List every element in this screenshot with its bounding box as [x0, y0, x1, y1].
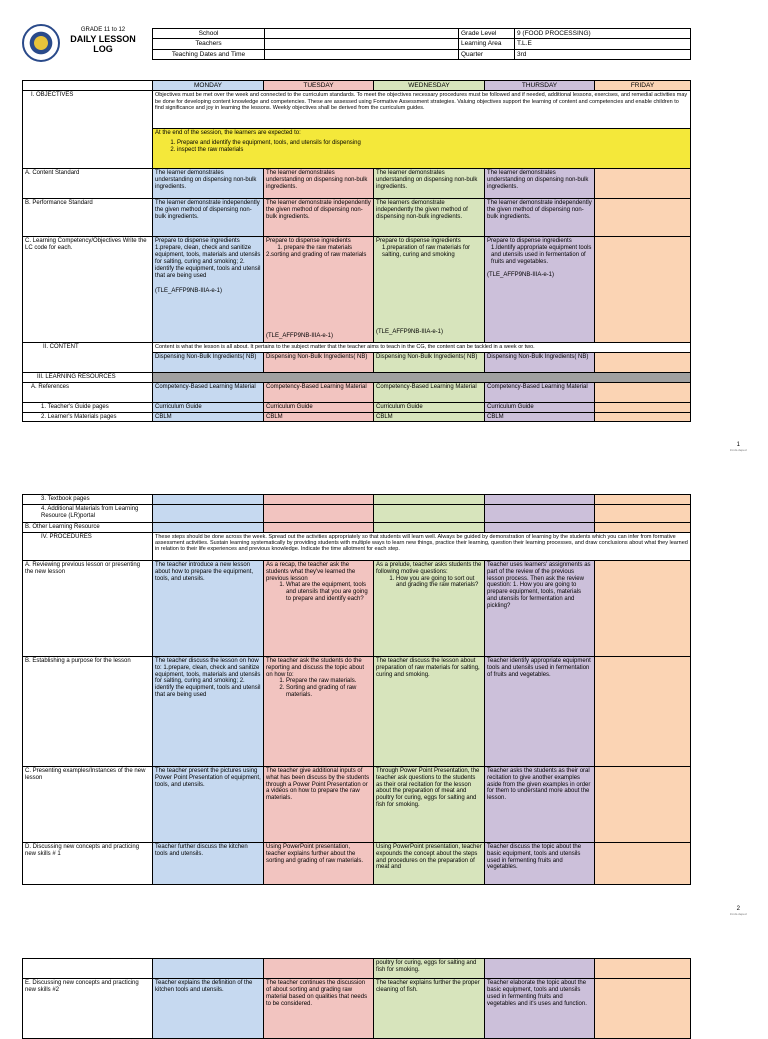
comp-code: (TLE_AFFP9NB-IIIA-e-1)	[376, 328, 444, 335]
ps-thursday: The learner demonstrate independently the given method of dispensing non-bulk ingredients.	[485, 199, 595, 237]
proc-b-friday	[595, 656, 691, 766]
objectives-end	[153, 129, 691, 169]
proc-b-thursday: Teacher identify appropriate equipment tools and utensils used in fermentation of fruits and vegetables.	[485, 656, 595, 766]
or-friday	[595, 522, 691, 532]
proc-lead: As a recap, the teacher ask the students what they've learned the previous lesson	[266, 561, 356, 582]
grade-level-value: 9 (FOOD PROCESSING)	[515, 29, 691, 39]
learning-area-label: Learning Area	[459, 39, 515, 49]
am-tuesday	[264, 504, 374, 522]
tb-wednesday	[374, 495, 485, 505]
lesson-table-page3	[22, 958, 691, 1039]
ref-tuesday: Competency-Based Learning Material	[264, 382, 374, 402]
proc-a-friday	[595, 560, 691, 656]
comp-lead: Prepare to dispense ingredients	[376, 238, 461, 245]
cont-tuesday	[264, 959, 374, 979]
additional-label: 4. Additional Materials from Learning Resource (LR)portal	[23, 504, 153, 522]
objectives-lead: At the end of the session, the learners are expected to:	[155, 130, 301, 137]
comp-lead: Prepare to dispense ingredients	[155, 238, 240, 245]
proc-item: 1. Prepare the raw materials.	[286, 678, 371, 685]
proc-d-tuesday: Using PowerPoint presentation, teacher explains further about the sorting and grading of raw materials.	[264, 842, 374, 884]
grade-level-label: Grade Level	[459, 29, 515, 39]
other-resource-label: B. Other Learning Resource	[23, 522, 153, 532]
proc-c-monday: The teacher present the pictures using Power Point Presentation of equipment, tools, and utensils.	[153, 766, 264, 842]
ref-monday: Competency-Based Learning Material	[153, 382, 264, 402]
ref-wednesday: Competency-Based Learning Material	[374, 382, 485, 402]
ps-monday: The learner demonstrate independently the given method of dispensing non-bulk ingredients.	[153, 199, 264, 237]
tg-thursday: Curriculum Guide	[485, 402, 595, 412]
page-title-2: LOG	[93, 44, 113, 55]
tb-friday	[595, 495, 691, 505]
comp-tuesday	[264, 237, 374, 343]
proc-d-wednesday-cont: poultry for curing, eggs for salting and fish for smoking.	[374, 959, 485, 979]
proc-c-thursday: Teacher asks the students as their oral recitation to give another examples aside from the given examples in order for them to understand more about the lesson.	[485, 766, 595, 842]
proc-a-wednesday	[374, 560, 485, 656]
references-label: A. References	[23, 382, 153, 402]
proc-b-label: B. Establishing a purpose for the lesson	[23, 656, 153, 766]
proc-e-wednesday: The teacher explains further the proper cleaning of fish.	[374, 979, 485, 1039]
deped-seal	[22, 24, 60, 62]
cs-tuesday: The learner demonstrates understanding on dispensing non-bulk ingredients.	[264, 169, 374, 199]
day-tuesday: TUESDAY	[264, 81, 374, 91]
proc-e-label: E. Discussing new concepts and practicing new skills #2	[23, 979, 153, 1039]
proc-d-label: D. Discussing new concepts and practicing new skills # 1	[23, 842, 153, 884]
content-wednesday: Dispensing Non-Bulk Ingredients( NB)	[374, 352, 485, 372]
proc-d-friday	[595, 842, 691, 884]
quarter-label: Quarter	[459, 49, 515, 59]
tg-label: 1. Teacher's Guide pages	[23, 402, 153, 412]
proc-c-tuesday: The teacher give additional inputs of what has been discuss by the students through a Power Point Presentation or a videos on how to prepare the raw materials.	[264, 766, 374, 842]
lesson-table-page2	[22, 494, 691, 885]
school-label: School	[153, 29, 265, 39]
or-tuesday	[264, 522, 374, 532]
comp-lead: Prepare to dispense ingredients	[487, 238, 572, 245]
ref-friday	[595, 382, 691, 402]
ps-tuesday: The learner demonstrate independently the given method of dispensing non-bulk ingredients.	[264, 199, 374, 237]
textbook-label: 3. Textbook pages	[23, 495, 153, 505]
cont-friday	[595, 959, 691, 979]
lm-label: 2. Learner's Materials pages	[23, 412, 153, 422]
performance-standard-label: B. Performance Standard	[23, 199, 153, 237]
proc-lead: The teacher ask the students do the reporting and discuss the topic about on how to:	[266, 657, 365, 678]
content-note: Content is what the lesson is all about. It pertains to the subject matter that the teacher aims to teach in the CG, the content can be tackled in a week or two.	[153, 343, 691, 352]
page-number-1	[730, 442, 747, 452]
title-block	[60, 27, 146, 55]
am-thursday	[485, 504, 595, 522]
content-friday	[595, 352, 691, 372]
proc-b-wednesday: The teacher discuss the lesson about preparation of raw materials for salting, curing and smoking.	[374, 656, 485, 766]
lm-friday	[595, 412, 691, 422]
ps-friday	[595, 199, 691, 237]
proc-d-monday: Teacher further discuss the kitchen tools and utensils.	[153, 842, 264, 884]
proc-lead: As a prelude, teacher asks students the following motive questions:	[376, 561, 482, 575]
cont-label	[23, 959, 153, 979]
page-number-text: 2	[736, 906, 740, 912]
tb-thursday	[485, 495, 595, 505]
cs-friday	[595, 169, 691, 199]
corner-cell	[23, 81, 153, 91]
comp-code: (TLE_AFFP9NB-IIIA-e-1)	[155, 287, 223, 294]
proc-e-thursday: Teacher elaborate the topic about the basic equipment, tools and utensils used in fermenting fruits and vegetables and it's uses and function.	[485, 979, 595, 1039]
quarter-value: 3rd	[515, 49, 691, 59]
am-friday	[595, 504, 691, 522]
page-number-text: 1	[736, 442, 740, 448]
ps-wednesday: The learners demonstrate independently the given method of dispensing non-bulk ingredients.	[374, 199, 485, 237]
resources-label: III. LEARNING RESOURCES	[23, 372, 153, 382]
proc-d-wednesday: Using PowerPoint presentation, teacher expounds the concept about the steps and procedures on the preparation of meat and	[374, 842, 485, 884]
comp-friday	[595, 237, 691, 343]
procedures-note: These steps should be done across the week. Spread out the activities appropriately so that students will learn well. Always be guided by demonstration of learning by the students which you can infer from formative assessment activities. Sustain learning systematically by providing students with multiple ways to learn new things, practice their learning, question their learning processes, and draw conclusions about what they learned in relation to their life experiences and previous knowledge. Indicate the time allotment for each step.	[153, 532, 691, 560]
lm-thursday: CBLM	[485, 412, 595, 422]
tg-wednesday: Curriculum Guide	[374, 402, 485, 412]
cs-wednesday: The learner demonstrates understanding on dispensing non-bulk ingredients.	[374, 169, 485, 199]
competency-label: C. Learning Competency/Objectives Write the LC code for each.	[23, 237, 153, 343]
comp-body: 1.preparation of raw materials for salting, curing and smoking	[382, 245, 471, 259]
comp-body: 1.prepare, clean, check and sanitize equipment, tools, materials and utensils for salting, curing and smoking; 2. identify the equipment, tools and utensil that are being used	[155, 245, 261, 279]
day-friday: FRIDAY	[595, 81, 691, 91]
day-monday: MONDAY	[153, 81, 264, 91]
learning-area-value: T.L.E	[515, 39, 691, 49]
proc-item: 1. What are the equipment, tools and utensils that you are going to prepare and identify each?	[286, 582, 371, 603]
dates-field[interactable]	[265, 49, 459, 59]
or-wednesday	[374, 522, 485, 532]
procedures-label: IV. PROCEDURES	[23, 532, 153, 560]
content-standard-label: A. Content Standard	[23, 169, 153, 199]
proc-a-thursday: Teacher uses learners' assignments as part of the review of the previous lesson process. Then ask the review question: 1. How you are going to prepare equipment, tools, materials and utensils for fermentation and pickling?	[485, 560, 595, 656]
tg-friday	[595, 402, 691, 412]
ref-thursday: Competency-Based Learning Material	[485, 382, 595, 402]
proc-c-friday	[595, 766, 691, 842]
comp-item: 2.sorting and grading of raw materials	[266, 252, 367, 259]
teachers-label: Teachers	[153, 39, 265, 49]
comp-wednesday	[374, 237, 485, 343]
proc-item: 1. How you are going to sort out and grading the raw materials?	[396, 576, 482, 590]
dates-label: Teaching Dates and Time	[153, 49, 265, 59]
am-monday	[153, 504, 264, 522]
proc-a-label: A. Reviewing previous lesson or presenting the new lesson	[23, 560, 153, 656]
comp-body: 1.Identify appropriate equipment tools and utensils used in fermentation of fruits and vegetables.	[491, 245, 592, 266]
seal-icon	[22, 24, 60, 62]
comp-item: 1. prepare the raw materials	[284, 245, 371, 252]
proc-d-thursday: Teacher discuss the topic about the basic equipment, tools and utensils used in fermenting fruits and vegetables.	[485, 842, 595, 884]
page-footer: lrmds.deped	[730, 911, 747, 916]
proc-a-tuesday	[264, 560, 374, 656]
teachers-field[interactable]	[265, 39, 459, 49]
objectives-label: I. OBJECTIVES	[23, 91, 153, 169]
resources-bar	[153, 372, 691, 382]
am-wednesday	[374, 504, 485, 522]
cs-monday: The learner demonstrates understanding on dispensing non-bulk ingredients.	[153, 169, 264, 199]
header-table	[152, 28, 691, 60]
lesson-table-page1	[22, 80, 691, 422]
school-field[interactable]	[265, 29, 459, 39]
comp-monday	[153, 237, 264, 343]
proc-e-friday	[595, 979, 691, 1039]
page-footer: lrmds.deped	[730, 447, 747, 452]
day-thursday: THURSDAY	[485, 81, 595, 91]
content-label: II. CONTENT	[23, 343, 153, 372]
or-thursday	[485, 522, 595, 532]
or-monday	[153, 522, 264, 532]
proc-b-monday: The teacher discuss the lesson on how to: 1.prepare, clean, check and sanitize equipment, tools, materials and utensils for salting, curing and smoking; 2. identify the equipment, tools and utensil that are being used	[153, 656, 264, 766]
cs-thursday: The learner demonstrates understanding on dispensing non-bulk ingredients.	[485, 169, 595, 199]
proc-c-label: C. Presenting examples/Instances of the new lesson	[23, 766, 153, 842]
comp-code: (TLE_AFFP9NB-IIIA-e-1)	[266, 332, 334, 339]
proc-e-tuesday: The teacher continues the discussion of about sorting and grading raw material based on qualities that needs to be considered.	[264, 979, 374, 1039]
proc-b-tuesday	[264, 656, 374, 766]
objective-item: 2. inspect the raw materials	[177, 147, 688, 154]
tb-tuesday	[264, 495, 374, 505]
tb-monday	[153, 495, 264, 505]
lm-wednesday: CBLM	[374, 412, 485, 422]
grade-range: GRADE 11 to 12	[80, 27, 126, 33]
objectives-intro: Objectives must be met over the week and connected to the curriculum standards. To meet the objectives necessary procedures must be followed and if needed, additional lessons, exercises, and remedial activities may be done for developing content knowledge and competencies. These are assessed using Formative Assessment strategies. Valuing objectives support the learning of content and competencies and enable children to find significance and joy in learning the lessons. Weekly objectives shall be derived from the curriculum guides.	[153, 91, 691, 129]
lm-tuesday: CBLM	[264, 412, 374, 422]
proc-a-monday: The teacher introduce a new lesson about how to prepare the equipment, tools, and utensils.	[153, 560, 264, 656]
tg-tuesday: Curriculum Guide	[264, 402, 374, 412]
comp-code: (TLE_AFFP9NB-IIIA-e-1)	[487, 272, 555, 279]
tg-monday: Curriculum Guide	[153, 402, 264, 412]
content-monday: Dispensing Non-Bulk Ingredients( NB)	[153, 352, 264, 372]
cont-thursday	[485, 959, 595, 979]
proc-c-wednesday: Through Power Point Presentation, the teacher ask questions to the students as their oral recitation for the lesson about the preparation of meat and poultry for curing, eggs for salting and fish for smoking.	[374, 766, 485, 842]
proc-item: 2. Sorting and grading of raw materials.	[286, 685, 371, 699]
day-wednesday: WEDNESDAY	[374, 81, 485, 91]
lm-monday: CBLM	[153, 412, 264, 422]
page-number-2	[730, 906, 747, 916]
comp-thursday	[485, 237, 595, 343]
page-title: DAILY LESSON	[70, 33, 136, 44]
comp-lead: Prepare to dispense ingredients	[266, 238, 351, 245]
objective-item: 1. Prepare and identify the equipment, tools, and utensils for dispensing	[177, 140, 688, 147]
cont-monday	[153, 959, 264, 979]
content-tuesday: Dispensing Non-Bulk Ingredients( NB)	[264, 352, 374, 372]
proc-e-monday: Teacher explains the definition of the kitchen tools and utensils.	[153, 979, 264, 1039]
content-thursday: Dispensing Non-Bulk Ingredients( NB)	[485, 352, 595, 372]
